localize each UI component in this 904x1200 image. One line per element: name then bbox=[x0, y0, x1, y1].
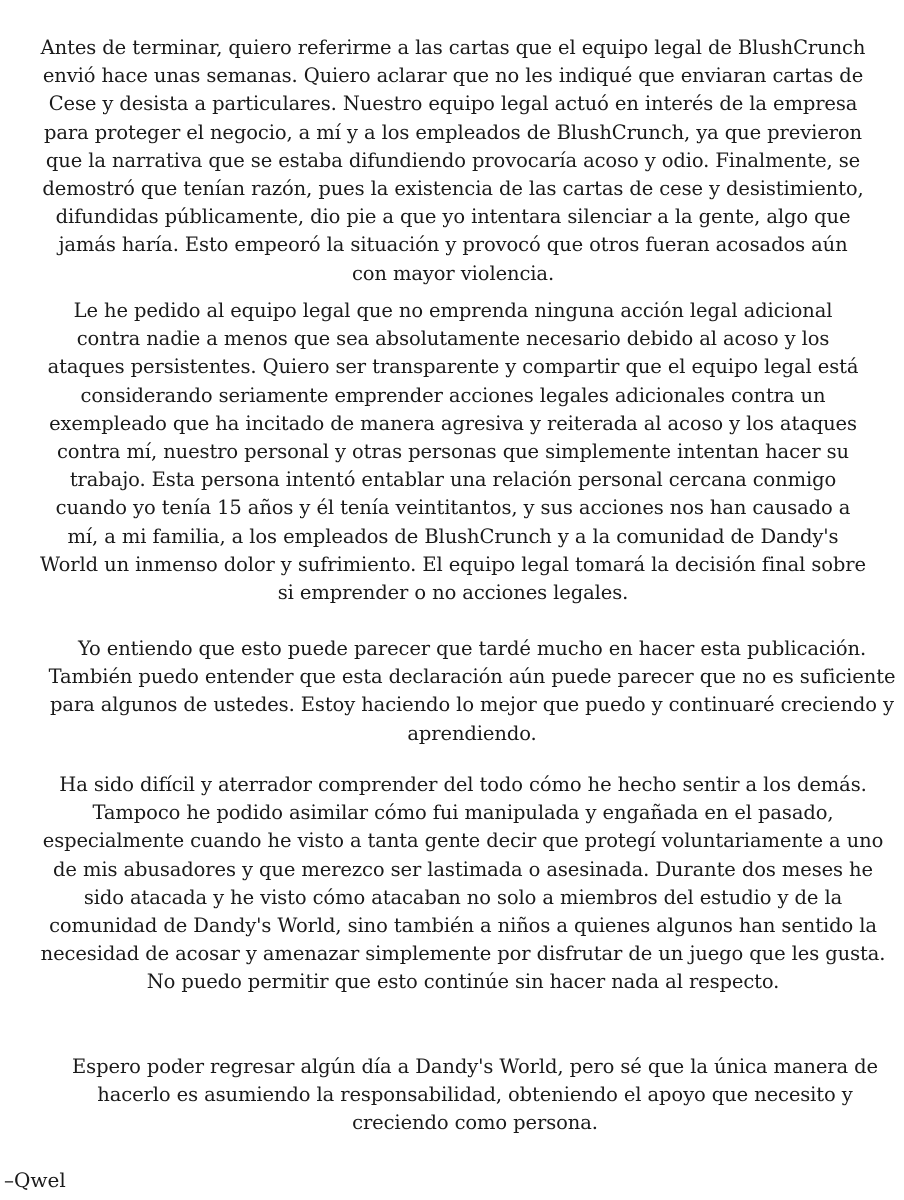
signature: –Qwel bbox=[4, 1168, 66, 1192]
paragraph-legal-letters: Antes de terminar, quiero referirme a las cartas que el equipo legal de BlushCrunch envió hace unas semanas. Quiero aclarar que no les indiqué que enviaran cartas de Cese y desista a particulares. Nuestro equipo legal actuó en interés de la empresa para proteger el negocio, a mí y a los empleados de BlushCrunch, ya que previeron que la narrativa que se estaba difundiendo provocaría acoso y odio. Finalmente, se demostró que tenían razón, pues la existencia de las cartas de cese y desistimiento, difundidas públicamente, dio pie a que yo intentara silenciar a la gente, algo que jamás haría. Esto empeoró la situación y provocó que otros fueran acosados aún con mayor violencia. bbox=[40, 36, 866, 285]
paragraph-harassment: Ha sido difícil y aterrador comprender del todo cómo he hecho sentir a los demás. Tampoco he podido asimilar cómo fui manipulada y engañada en el pasado, especialmente cuando he visto a tanta gente decir que protegí voluntariamente a uno de mis abusadores y que merezco ser lastimada o asesinada. Durante dos meses he sido atacada y he visto cómo atacaban no solo a miembros del estudio y de la comunidad de Dandy's World, sino también a niños a quienes algunos han sentido la necesidad de acosar y amenazar simplemente por disfrutar de un juego que les gusta. No puedo permitir que esto continúe sin hacer nada al respecto. bbox=[40, 773, 886, 994]
paragraph-return: Espero poder regresar algún día a Dandy's World, pero sé que la única manera de hacerlo es asumiendo la responsabilidad, obteniendo el apoyo que necesito y creciendo como persona. bbox=[72, 1055, 878, 1135]
paragraph-publication-delay: Yo entiendo que esto puede parecer que tardé mucho en hacer esta publicación. También puedo entender que esta declaración aún puede parecer que no es suficiente para algunos de ustedes. Estoy haciendo lo mejor que puedo y continuaré creciendo y aprendiendo. bbox=[48, 637, 896, 745]
paragraph-legal-action: Le he pedido al equipo legal que no emprenda ninguna acción legal adicional contra nadie a menos que sea absolutamente necesario debido al acoso y los ataques persistentes. Quiero ser transparente y compartir que el equipo legal está considerando seriamente emprender acciones legales adicionales contra un exempleado que ha incitado de manera agresiva y reiterada al acoso y los ataques contra mí, nuestro personal y otras personas que simplemente intentan hacer su trabajo. Esta persona intentó entablar una relación personal cercana conmigo cuando yo tenía 15 años y él tenía veintitantos, y sus acciones nos han causado a mí, a mi familia, a los empleados de BlushCrunch y a la comunidad de Dandy's World un inmenso dolor y sufrimiento. El equipo legal tomará la decisión final sobre si emprender o no acciones legales. bbox=[40, 299, 866, 605]
